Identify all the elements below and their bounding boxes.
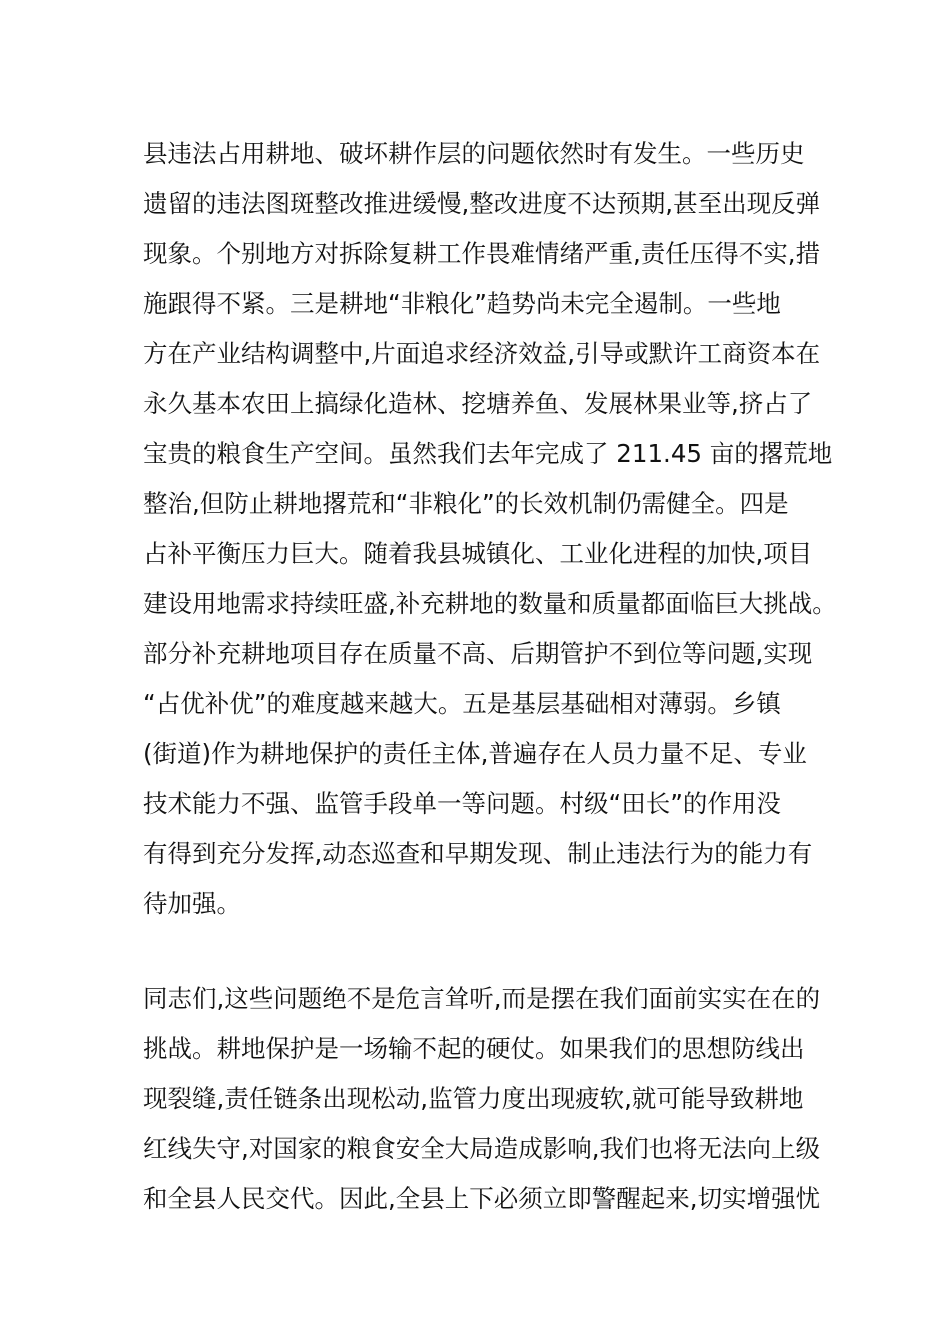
text-line: 待加强。: [143, 889, 241, 918]
text-line: 和全县人民交代。因此,全县上下必须立即警醒起来,切实增强忧: [143, 1184, 821, 1213]
text-line: 现裂缝,责任链条出现松动,监管力度出现疲软,就可能导致耕地: [143, 1084, 804, 1113]
text-line: 建设用地需求持续旺盛,补充耕地的数量和质量都面临巨大挑战。: [143, 589, 837, 618]
text-line: 施跟得不紧。三是耕地“非粮化”趋势尚未完全遏制。一些地: [143, 289, 781, 318]
text-line: 占补平衡压力巨大。随着我县城镇化、工业化进程的加快,项目: [143, 539, 813, 568]
text-line: 县违法占用耕地、破坏耕作层的问题依然时有发生。一些历史: [143, 139, 805, 168]
paragraph-2: [143, 974, 823, 1224]
text-line: 部分补充耕地项目存在质量不高、后期管护不到位等问题,实现: [143, 639, 813, 668]
text-line: “占优补优”的难度越来越大。五是基层基础相对薄弱。乡镇: [143, 689, 781, 718]
text-line: 有得到充分发挥,动态巡查和早期发现、制止违法行为的能力有: [143, 839, 813, 868]
text-line: 永久基本农田上搞绿化造林、挖塘养鱼、发展林果业等,挤占了: [143, 389, 813, 418]
text-line: 技术能力不强、监管手段单一等问题。村级“田长”的作用没: [143, 789, 781, 818]
text-line: 红线失守,对国家的粮食安全大局造成影响,我们也将无法向上级: [143, 1134, 821, 1163]
paragraph-1: [143, 129, 837, 929]
text-line: 宝贵的粮食生产空间。虽然我们去年完成了 211.45 亩的撂荒地: [143, 439, 833, 468]
text-line: 现象。个别地方对拆除复耕工作畏难情绪严重,责任压得不实,措: [143, 239, 821, 268]
text-line: (街道)作为耕地保护的责任主体,普遍存在人员力量不足、专业: [143, 739, 807, 768]
text-line: 方在产业结构调整中,片面追求经济效益,引导或默许工商资本在: [143, 339, 821, 368]
text-line: 遗留的违法图斑整改推进缓慢,整改进度不达预期,甚至出现反弹: [143, 189, 821, 218]
text-line: 整治,但防止耕地撂荒和“非粮化”的长效机制仍需健全。四是: [143, 489, 789, 518]
text-line: 挑战。耕地保护是一场输不起的硬仗。如果我们的思想防线出: [143, 1034, 805, 1063]
text-line: 同志们,这些问题绝不是危言耸听,而是摆在我们面前实实在在的: [143, 984, 821, 1013]
